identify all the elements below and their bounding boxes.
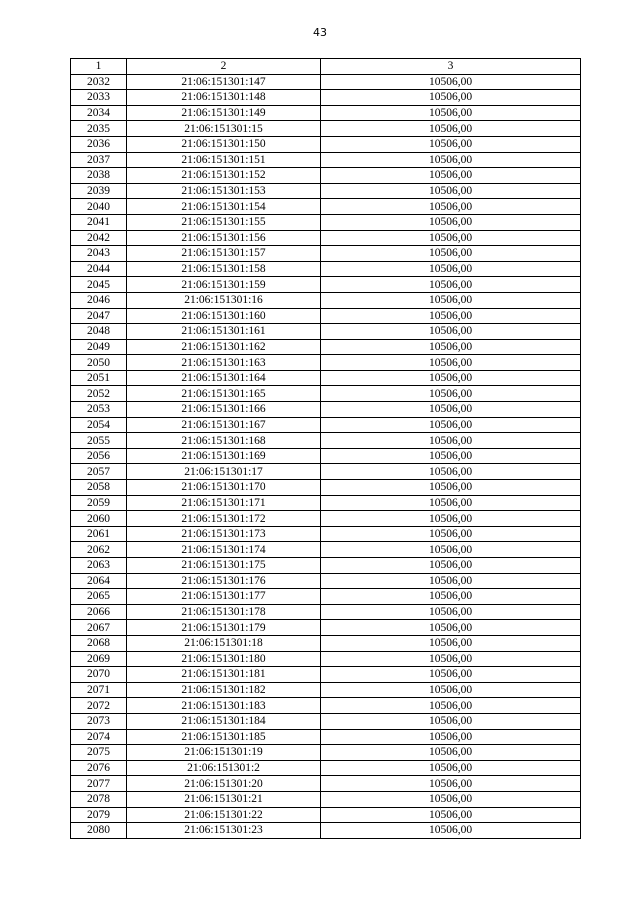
- cadastral-number-cell: 21:06:151301:178: [127, 604, 321, 620]
- value-cell: 10506,00: [321, 651, 581, 667]
- cadastral-number-cell: 21:06:151301:18: [127, 635, 321, 651]
- table-row: [71, 558, 581, 574]
- cadastral-number-cell: 21:06:151301:164: [127, 370, 321, 386]
- value-cell: 10506,00: [321, 324, 581, 340]
- row-number-cell: 2047: [71, 308, 127, 324]
- table-row: [71, 729, 581, 745]
- table-row: [71, 791, 581, 807]
- row-number-cell: 2041: [71, 214, 127, 230]
- row-number-cell: 2054: [71, 417, 127, 433]
- cadastral-number-cell: 21:06:151301:173: [127, 526, 321, 542]
- row-number-cell: 2040: [71, 199, 127, 215]
- cadastral-number-cell: 21:06:151301:174: [127, 542, 321, 558]
- table-row: [71, 152, 581, 168]
- value-cell: 10506,00: [321, 776, 581, 792]
- value-cell: 10506,00: [321, 152, 581, 168]
- cadastral-number-cell: 21:06:151301:153: [127, 183, 321, 199]
- value-cell: 10506,00: [321, 573, 581, 589]
- value-cell: 10506,00: [321, 308, 581, 324]
- cadastral-number-cell: 21:06:151301:150: [127, 136, 321, 152]
- row-number-cell: 2046: [71, 292, 127, 308]
- row-number-cell: 2065: [71, 589, 127, 605]
- table-row: [71, 589, 581, 605]
- row-number-cell: 2051: [71, 370, 127, 386]
- cadastral-number-cell: 21:06:151301:156: [127, 230, 321, 246]
- table-row: [71, 199, 581, 215]
- row-number-cell: 2055: [71, 433, 127, 449]
- value-cell: 10506,00: [321, 511, 581, 527]
- row-number-cell: 2074: [71, 729, 127, 745]
- cadastral-number-cell: 21:06:151301:16: [127, 292, 321, 308]
- row-number-cell: 2035: [71, 121, 127, 137]
- table-row: [71, 511, 581, 527]
- table-row: [71, 136, 581, 152]
- table-row: [71, 402, 581, 418]
- value-cell: 10506,00: [321, 558, 581, 574]
- row-number-cell: 2050: [71, 355, 127, 371]
- value-cell: 10506,00: [321, 261, 581, 277]
- row-number-cell: 2049: [71, 339, 127, 355]
- cadastral-number-cell: 21:06:151301:185: [127, 729, 321, 745]
- cadastral-number-cell: 21:06:151301:157: [127, 246, 321, 262]
- cadastral-number-cell: 21:06:151301:179: [127, 620, 321, 636]
- table-row: [71, 183, 581, 199]
- value-cell: 10506,00: [321, 745, 581, 761]
- value-cell: 10506,00: [321, 589, 581, 605]
- table-row: [71, 526, 581, 542]
- cadastral-number-cell: 21:06:151301:23: [127, 823, 321, 839]
- cadastral-number-cell: 21:06:151301:151: [127, 152, 321, 168]
- cadastral-number-cell: 21:06:151301:20: [127, 776, 321, 792]
- row-number-cell: 2072: [71, 698, 127, 714]
- cadastral-number-cell: 21:06:151301:2: [127, 760, 321, 776]
- value-cell: 10506,00: [321, 807, 581, 823]
- value-cell: 10506,00: [321, 90, 581, 106]
- header-row: [71, 59, 581, 75]
- header-cell-3: 3: [321, 59, 581, 75]
- cadastral-number-cell: 21:06:151301:158: [127, 261, 321, 277]
- row-number-cell: 2060: [71, 511, 127, 527]
- cadastral-number-cell: 21:06:151301:160: [127, 308, 321, 324]
- cadastral-number-cell: 21:06:151301:182: [127, 682, 321, 698]
- cadastral-number-cell: 21:06:151301:162: [127, 339, 321, 355]
- cadastral-number-cell: 21:06:151301:172: [127, 511, 321, 527]
- row-number-cell: 2073: [71, 713, 127, 729]
- table-row: [71, 573, 581, 589]
- cadastral-number-cell: 21:06:151301:177: [127, 589, 321, 605]
- row-number-cell: 2078: [71, 791, 127, 807]
- row-number-cell: 2070: [71, 667, 127, 683]
- row-number-cell: 2057: [71, 464, 127, 480]
- table-row: [71, 495, 581, 511]
- value-cell: 10506,00: [321, 667, 581, 683]
- row-number-cell: 2032: [71, 74, 127, 90]
- header-cell-2: 2: [127, 59, 321, 75]
- table-row: [71, 635, 581, 651]
- row-number-cell: 2068: [71, 635, 127, 651]
- value-cell: 10506,00: [321, 526, 581, 542]
- row-number-cell: 2079: [71, 807, 127, 823]
- table-row: [71, 604, 581, 620]
- value-cell: 10506,00: [321, 105, 581, 121]
- value-cell: 10506,00: [321, 495, 581, 511]
- row-number-cell: 2062: [71, 542, 127, 558]
- cadastral-number-cell: 21:06:151301:166: [127, 402, 321, 418]
- table-row: [71, 651, 581, 667]
- table-row: [71, 277, 581, 293]
- cadastral-number-cell: 21:06:151301:152: [127, 168, 321, 184]
- value-cell: 10506,00: [321, 183, 581, 199]
- value-cell: 10506,00: [321, 121, 581, 137]
- row-number-cell: 2071: [71, 682, 127, 698]
- row-number-cell: 2034: [71, 105, 127, 121]
- value-cell: 10506,00: [321, 698, 581, 714]
- cadastral-number-cell: 21:06:151301:19: [127, 745, 321, 761]
- row-number-cell: 2038: [71, 168, 127, 184]
- row-number-cell: 2037: [71, 152, 127, 168]
- table-row: [71, 698, 581, 714]
- row-number-cell: 2056: [71, 448, 127, 464]
- table-row: [71, 480, 581, 496]
- table-row: [71, 745, 581, 761]
- value-cell: 10506,00: [321, 417, 581, 433]
- table-row: [71, 713, 581, 729]
- cadastral-number-cell: 21:06:151301:147: [127, 74, 321, 90]
- cadastral-number-cell: 21:06:151301:148: [127, 90, 321, 106]
- value-cell: 10506,00: [321, 168, 581, 184]
- table-row: [71, 105, 581, 121]
- table-row: [71, 74, 581, 90]
- value-cell: 10506,00: [321, 620, 581, 636]
- table-row: [71, 667, 581, 683]
- value-cell: 10506,00: [321, 682, 581, 698]
- value-cell: 10506,00: [321, 355, 581, 371]
- value-cell: 10506,00: [321, 542, 581, 558]
- cadastral-number-cell: 21:06:151301:15: [127, 121, 321, 137]
- table-row: [71, 417, 581, 433]
- value-cell: 10506,00: [321, 292, 581, 308]
- row-number-cell: 2066: [71, 604, 127, 620]
- cadastral-number-cell: 21:06:151301:169: [127, 448, 321, 464]
- table-row: [71, 339, 581, 355]
- table-row: [71, 214, 581, 230]
- value-cell: 10506,00: [321, 635, 581, 651]
- value-cell: 10506,00: [321, 402, 581, 418]
- row-number-cell: 2077: [71, 776, 127, 792]
- table-row: [71, 823, 581, 839]
- row-number-cell: 2067: [71, 620, 127, 636]
- row-number-cell: 2039: [71, 183, 127, 199]
- table-row: [71, 121, 581, 137]
- value-cell: 10506,00: [321, 230, 581, 246]
- cadastral-number-cell: 21:06:151301:176: [127, 573, 321, 589]
- cadastral-number-cell: 21:06:151301:21: [127, 791, 321, 807]
- value-cell: 10506,00: [321, 713, 581, 729]
- row-number-cell: 2033: [71, 90, 127, 106]
- cadastral-number-cell: 21:06:151301:163: [127, 355, 321, 371]
- table-row: [71, 620, 581, 636]
- cadastral-number-cell: 21:06:151301:180: [127, 651, 321, 667]
- cadastral-number-cell: 21:06:151301:175: [127, 558, 321, 574]
- table-row: [71, 355, 581, 371]
- row-number-cell: 2048: [71, 324, 127, 340]
- table-header: [71, 59, 581, 75]
- value-cell: 10506,00: [321, 791, 581, 807]
- row-number-cell: 2042: [71, 230, 127, 246]
- value-cell: 10506,00: [321, 729, 581, 745]
- table-row: [71, 230, 581, 246]
- value-cell: 10506,00: [321, 339, 581, 355]
- cadastral-number-cell: 21:06:151301:168: [127, 433, 321, 449]
- table-row: [71, 261, 581, 277]
- row-number-cell: 2044: [71, 261, 127, 277]
- row-number-cell: 2058: [71, 480, 127, 496]
- value-cell: 10506,00: [321, 246, 581, 262]
- value-cell: 10506,00: [321, 214, 581, 230]
- value-cell: 10506,00: [321, 823, 581, 839]
- value-cell: 10506,00: [321, 199, 581, 215]
- row-number-cell: 2059: [71, 495, 127, 511]
- cadastral-number-cell: 21:06:151301:167: [127, 417, 321, 433]
- cadastral-number-cell: 21:06:151301:17: [127, 464, 321, 480]
- table-row: [71, 807, 581, 823]
- table-row: [71, 168, 581, 184]
- cadastral-number-cell: 21:06:151301:22: [127, 807, 321, 823]
- row-number-cell: 2075: [71, 745, 127, 761]
- cadastral-number-cell: 21:06:151301:159: [127, 277, 321, 293]
- table-row: [71, 433, 581, 449]
- table-row: [71, 464, 581, 480]
- table-row: [71, 292, 581, 308]
- cadastral-number-cell: 21:06:151301:149: [127, 105, 321, 121]
- cadastral-number-cell: 21:06:151301:170: [127, 480, 321, 496]
- value-cell: 10506,00: [321, 386, 581, 402]
- table-row: [71, 760, 581, 776]
- table-row: [71, 542, 581, 558]
- table-row: [71, 776, 581, 792]
- table-row: [71, 448, 581, 464]
- value-cell: 10506,00: [321, 448, 581, 464]
- row-number-cell: 2069: [71, 651, 127, 667]
- value-cell: 10506,00: [321, 277, 581, 293]
- row-number-cell: 2036: [71, 136, 127, 152]
- cadastral-number-cell: 21:06:151301:165: [127, 386, 321, 402]
- parcel-table: [70, 58, 581, 839]
- row-number-cell: 2045: [71, 277, 127, 293]
- table-row: [71, 90, 581, 106]
- table-row: [71, 308, 581, 324]
- table-row: [71, 682, 581, 698]
- row-number-cell: 2061: [71, 526, 127, 542]
- cadastral-number-cell: 21:06:151301:155: [127, 214, 321, 230]
- value-cell: 10506,00: [321, 370, 581, 386]
- value-cell: 10506,00: [321, 136, 581, 152]
- row-number-cell: 2080: [71, 823, 127, 839]
- cadastral-number-cell: 21:06:151301:181: [127, 667, 321, 683]
- header-cell-1: 1: [71, 59, 127, 75]
- value-cell: 10506,00: [321, 604, 581, 620]
- row-number-cell: 2063: [71, 558, 127, 574]
- row-number-cell: 2052: [71, 386, 127, 402]
- cadastral-number-cell: 21:06:151301:171: [127, 495, 321, 511]
- table-body: [71, 74, 581, 838]
- value-cell: 10506,00: [321, 464, 581, 480]
- value-cell: 10506,00: [321, 760, 581, 776]
- row-number-cell: 2064: [71, 573, 127, 589]
- value-cell: 10506,00: [321, 480, 581, 496]
- cadastral-number-cell: 21:06:151301:154: [127, 199, 321, 215]
- table-row: [71, 324, 581, 340]
- cadastral-number-cell: 21:06:151301:184: [127, 713, 321, 729]
- page-number: 43: [313, 26, 327, 39]
- row-number-cell: 2076: [71, 760, 127, 776]
- value-cell: 10506,00: [321, 74, 581, 90]
- cadastral-number-cell: 21:06:151301:161: [127, 324, 321, 340]
- table-row: [71, 370, 581, 386]
- table-row: [71, 246, 581, 262]
- table-row: [71, 386, 581, 402]
- row-number-cell: 2053: [71, 402, 127, 418]
- row-number-cell: 2043: [71, 246, 127, 262]
- cadastral-number-cell: 21:06:151301:183: [127, 698, 321, 714]
- value-cell: 10506,00: [321, 433, 581, 449]
